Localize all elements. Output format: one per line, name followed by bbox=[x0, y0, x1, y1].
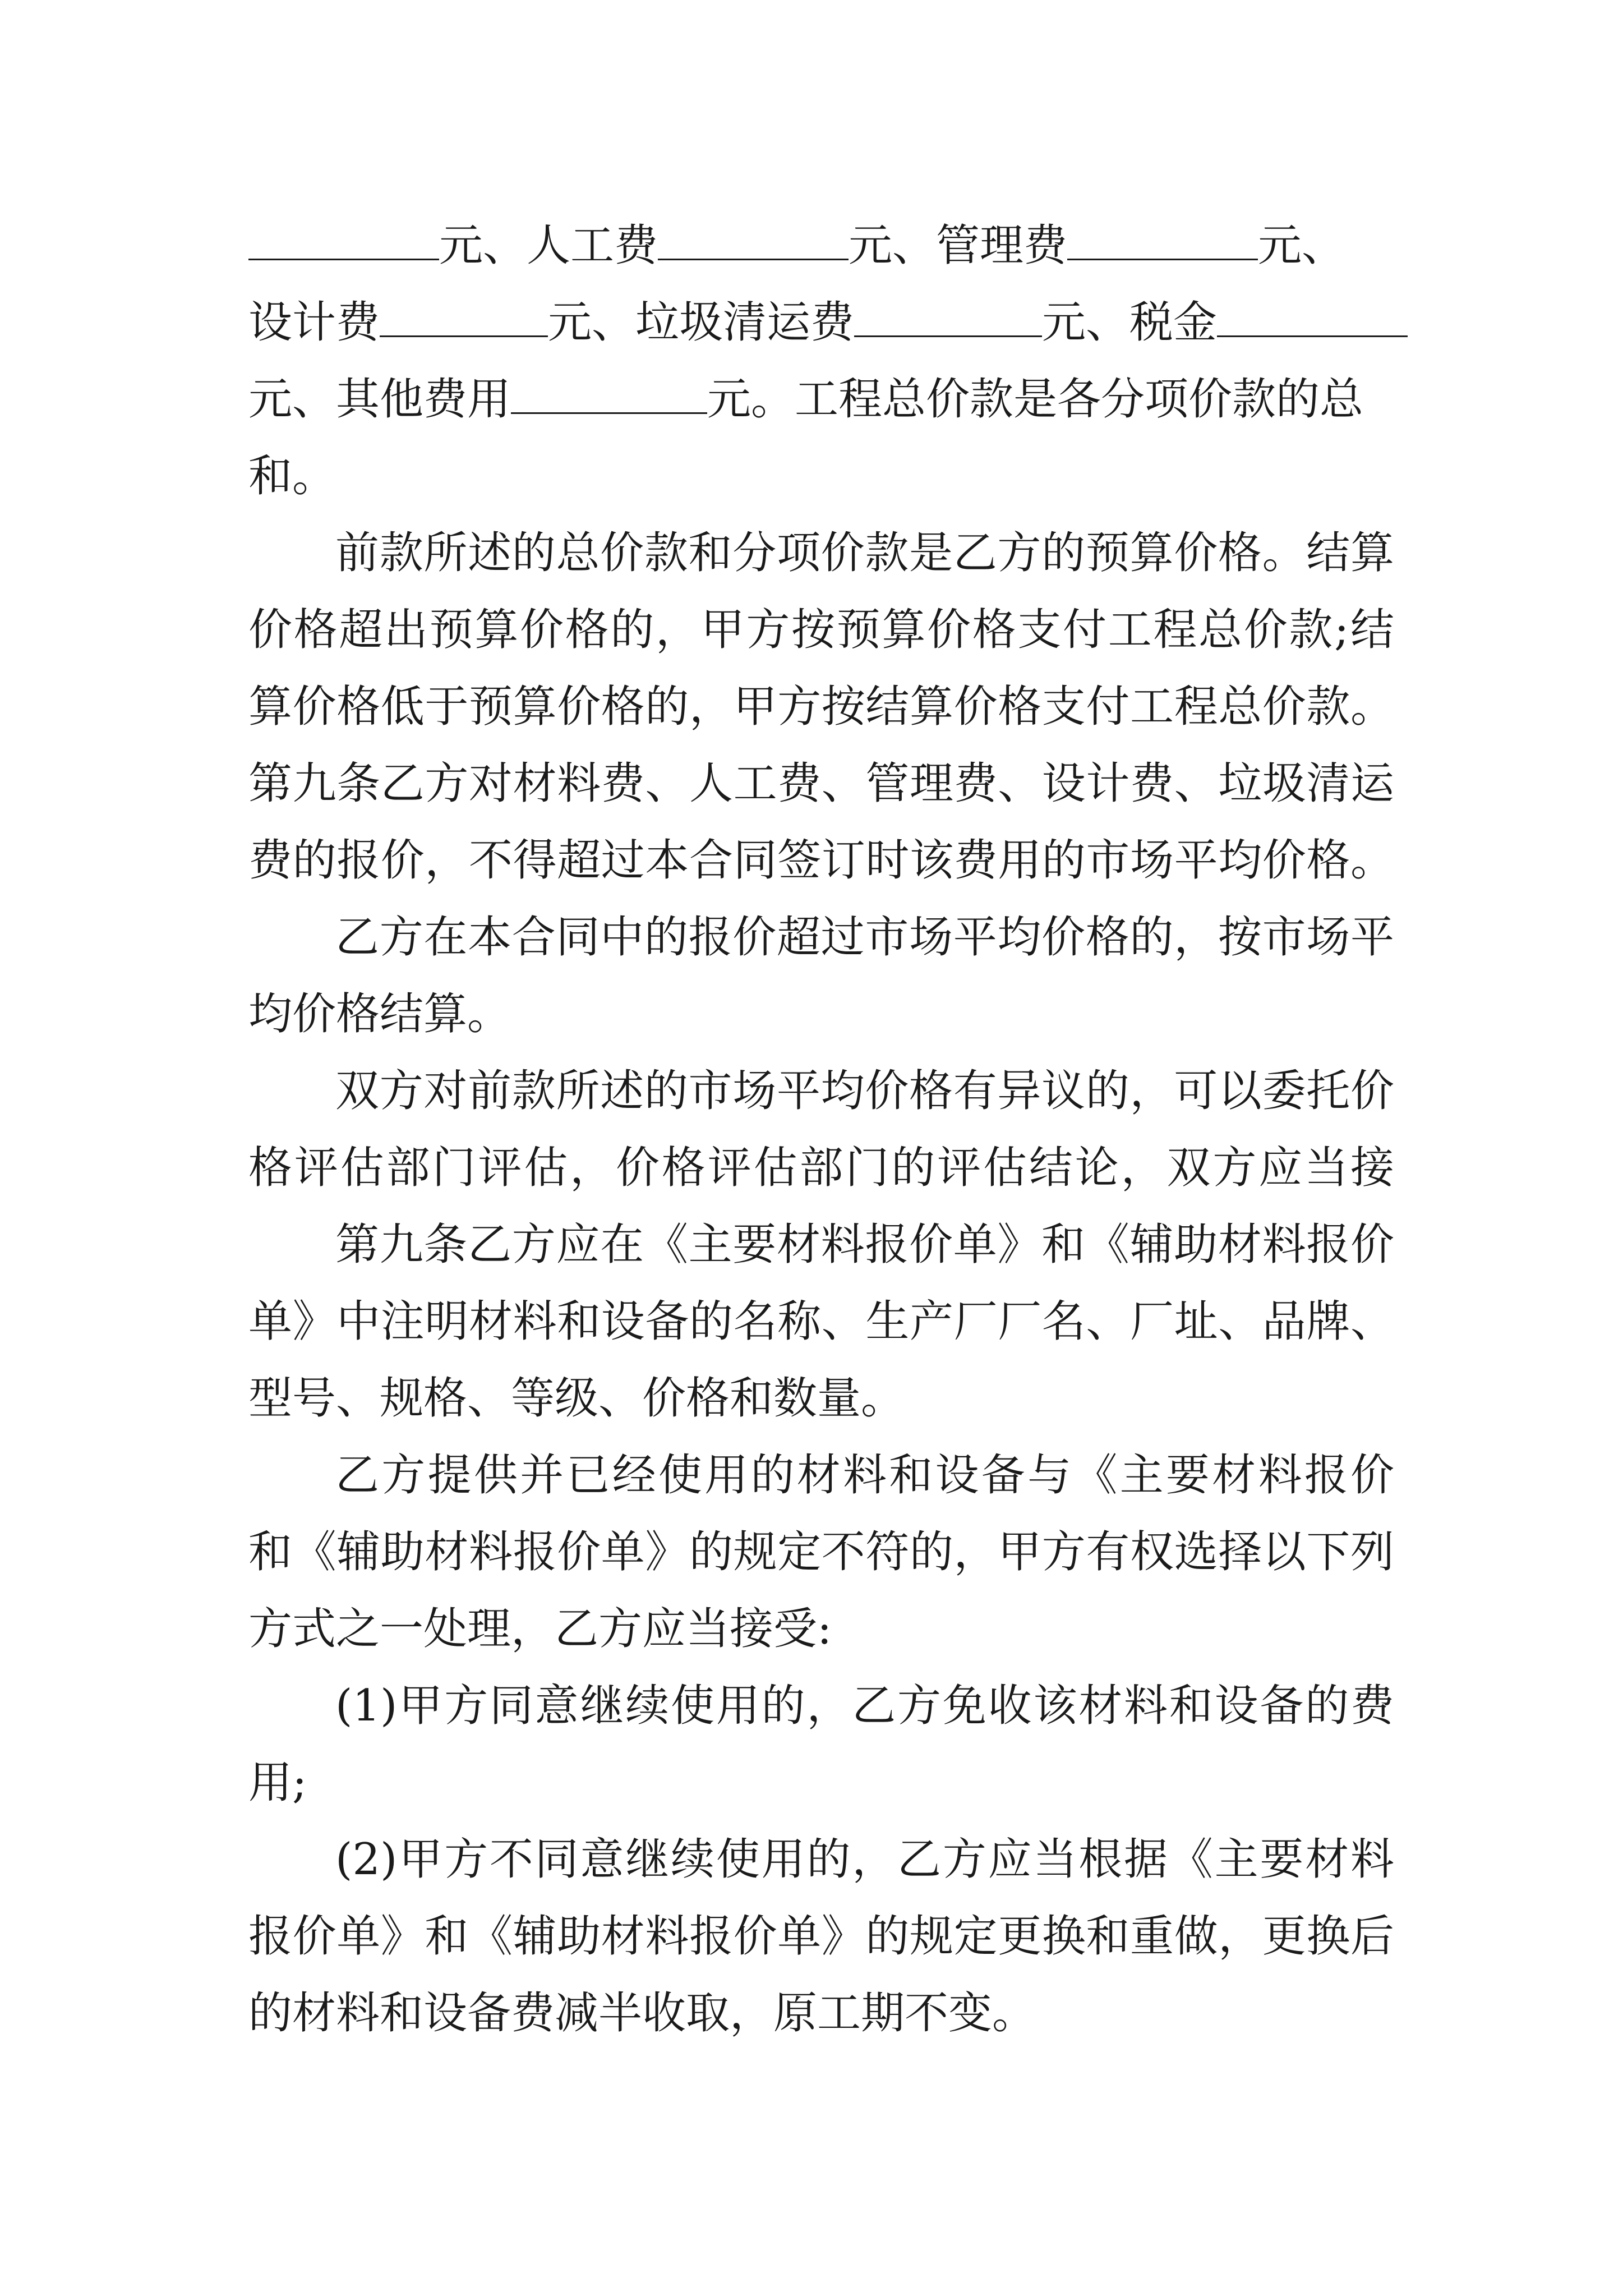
paragraph-line: 单》中注明材料和设备的名称、生产厂厂名、厂址、品牌、 bbox=[248, 1296, 1394, 1347]
paragraph-line: 报价单》和《辅助材料报价单》的规定更换和重做，更换后 bbox=[248, 1911, 1394, 1962]
text-segment: 元、其他费用 bbox=[248, 374, 511, 425]
paragraph-line: 费的报价，不得超过本合同签订时该费用的市场平均价格。 bbox=[248, 835, 1394, 886]
paragraph-line: 价格超出预算价格的，甲方按预算价格支付工程总价款;结 bbox=[248, 605, 1394, 655]
paragraph-line: 方式之一处理，乙方应当接受: bbox=[248, 1604, 832, 1654]
text-segment: 元、 bbox=[1258, 220, 1346, 271]
paragraph-line: 第九条乙方应在《主要材料报价单》和《辅助材料报价 bbox=[335, 1220, 1394, 1270]
paragraph-line: 格评估部门评估，价格评估部门的评估结论，双方应当接 bbox=[248, 1143, 1394, 1193]
blank-field-tax[interactable] bbox=[1217, 296, 1408, 337]
paragraph-line: 双方对前款所述的市场平均价格有异议的，可以委托价 bbox=[335, 1066, 1394, 1116]
blank-field-design-fee[interactable] bbox=[380, 296, 548, 337]
blank-field-garbage-fee[interactable] bbox=[854, 296, 1042, 337]
text-segment: 设计费 bbox=[248, 297, 380, 348]
text-segment: 元、管理费 bbox=[849, 220, 1068, 271]
cost-breakdown-line-1 bbox=[248, 215, 1345, 277]
paragraph-line: 均价格结算。 bbox=[248, 989, 511, 1039]
cost-breakdown-line-2 bbox=[248, 292, 1408, 353]
cost-breakdown-line-3 bbox=[248, 369, 1363, 430]
paragraph-line: 和。 bbox=[248, 451, 336, 501]
paragraph-line: 和《辅助材料报价单》的规定不符的，甲方有权选择以下列 bbox=[248, 1527, 1394, 1577]
paragraph-line: 算价格低于预算价格的，甲方按结算价格支付工程总价款。 bbox=[248, 682, 1394, 732]
text-segment: 元、税金 bbox=[1042, 297, 1218, 348]
blank-field-other-fees[interactable] bbox=[511, 373, 707, 414]
blank-field-management-fee[interactable] bbox=[1067, 219, 1258, 260]
text-segment: 元、人工费 bbox=[439, 220, 658, 271]
blank-field-material-fee[interactable] bbox=[248, 219, 439, 260]
text-segment: 元。工程总价款是各分项价款的总 bbox=[707, 374, 1364, 425]
paragraph-line: 用; bbox=[248, 1757, 307, 1808]
paragraph-line: 的材料和设备费减半收取，原工期不变。 bbox=[248, 1988, 1036, 2039]
list-item-2: (2)甲方不同意继续使用的，乙方应当根据《主要材料 bbox=[335, 1834, 1394, 1885]
paragraph-line: 前款所述的总价款和分项价款是乙方的预算价格。结算 bbox=[335, 528, 1394, 578]
paragraph-line: 乙方在本合同中的报价超过市场平均价格的，按市场平 bbox=[335, 912, 1394, 963]
text-segment: 元、垃圾清运费 bbox=[548, 297, 855, 348]
paragraph-line: 第九条乙方对材料费、人工费、管理费、设计费、垃圾清运 bbox=[248, 758, 1394, 809]
list-item-1: (1)甲方同意继续使用的，乙方免收该材料和设备的费 bbox=[335, 1681, 1394, 1731]
paragraph-line: 型号、规格、等级、价格和数量。 bbox=[248, 1373, 905, 1424]
paragraph-line: 乙方提供并已经使用的材料和设备与《主要材料报价 bbox=[335, 1450, 1394, 1501]
blank-field-labor-fee[interactable] bbox=[658, 219, 849, 260]
